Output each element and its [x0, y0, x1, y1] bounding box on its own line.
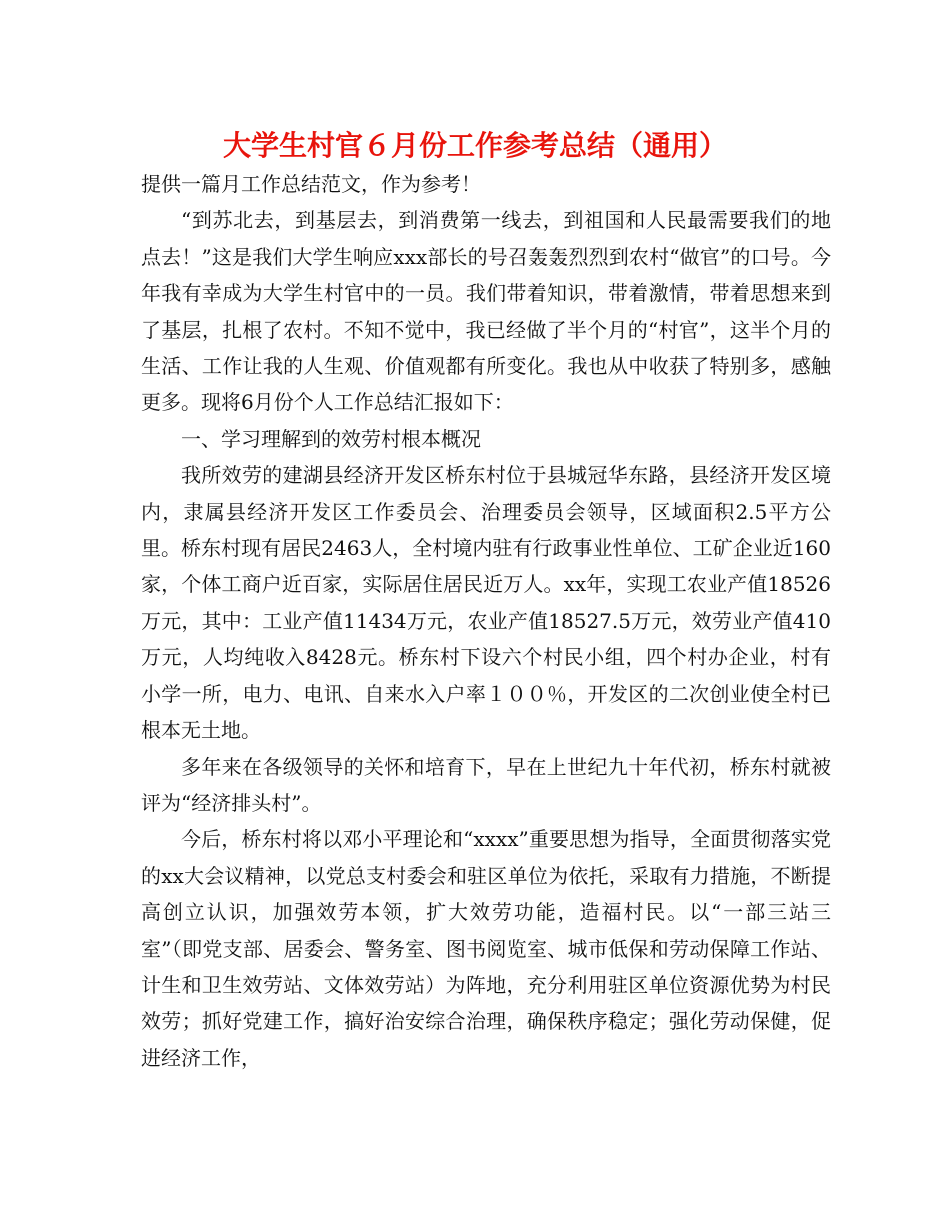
body-paragraph: “到苏北去，到基层去，到消费第一线去，到祖国和人民最需要我们的地点去！”这是我们大学生响应xxx部长的号召轰轰烈烈到农村“做官”的口号。今年我有幸成为大学生村官中的一员。我们带着知识，带着激情，带着思想来到了基层，扎根了农村。不知不觉中，我已经做了半个月的“村官”，这半个月的生活、工作让我的人生观、价值观都有所变化。我也从中收获了特别多，感触更多。现将6月份个人工作总结汇报如下：	[141, 208, 831, 415]
body-paragraph: 今后，桥东村将以邓小平理论和“xxxx”重要思想为指导，全面贯彻落实党的xx大会议精神，以党总支村委会和驻区单位为依托，采取有力措施，不断提高创立认识，加强效劳本领，扩大效劳功能，造福村民。以“一部三站三室”（即党支部、居委会、警务室、图书阅览室、城市低保和劳动保障工作站、计生和卫生效劳站、文体效劳站）为阵地，充分利用驻区单位资源优势为村民效劳；抓好党建工作，搞好治安综合治理，确保秩序稳定；强化劳动保健，促进经济工作，	[141, 827, 831, 1070]
section-heading: 一、学习理解到的效劳村根本概况	[181, 426, 481, 451]
body-paragraph: 多年来在各级领导的关怀和培育下，早在上世纪九十年代初，桥东村就被评为“经济排头村”。	[141, 754, 831, 815]
document-title: 大学生村官６月份工作参考总结（通用）	[222, 129, 727, 162]
document-body	[141, 166, 831, 1076]
body-paragraph: 我所效劳的建湖县经济开发区桥东村位于县城冠华东路，县经济开发区境内，隶属县经济开发区工作委员会、治理委员会领导，区域面积2.5平方公里。桥东村现有居民2463人，全村境内驻有行政事业性单位、工矿企业近160家，个体工商户近百家，实际居住居民近万人。xx年，实现工农业产值18526万元，其中：工业产值11434万元，农业产值18527.5万元，效劳业产值410万元，人均纯收入8428元。桥东村下设六个村民小组，四个村办企业，村有小学一所，电力、电讯、自来水入户率１００％，开发区的二次创业使全村已根本无土地。	[141, 463, 831, 743]
intro-paragraph: 提供一篇月工作总结范文，作为参考！	[141, 172, 481, 196]
